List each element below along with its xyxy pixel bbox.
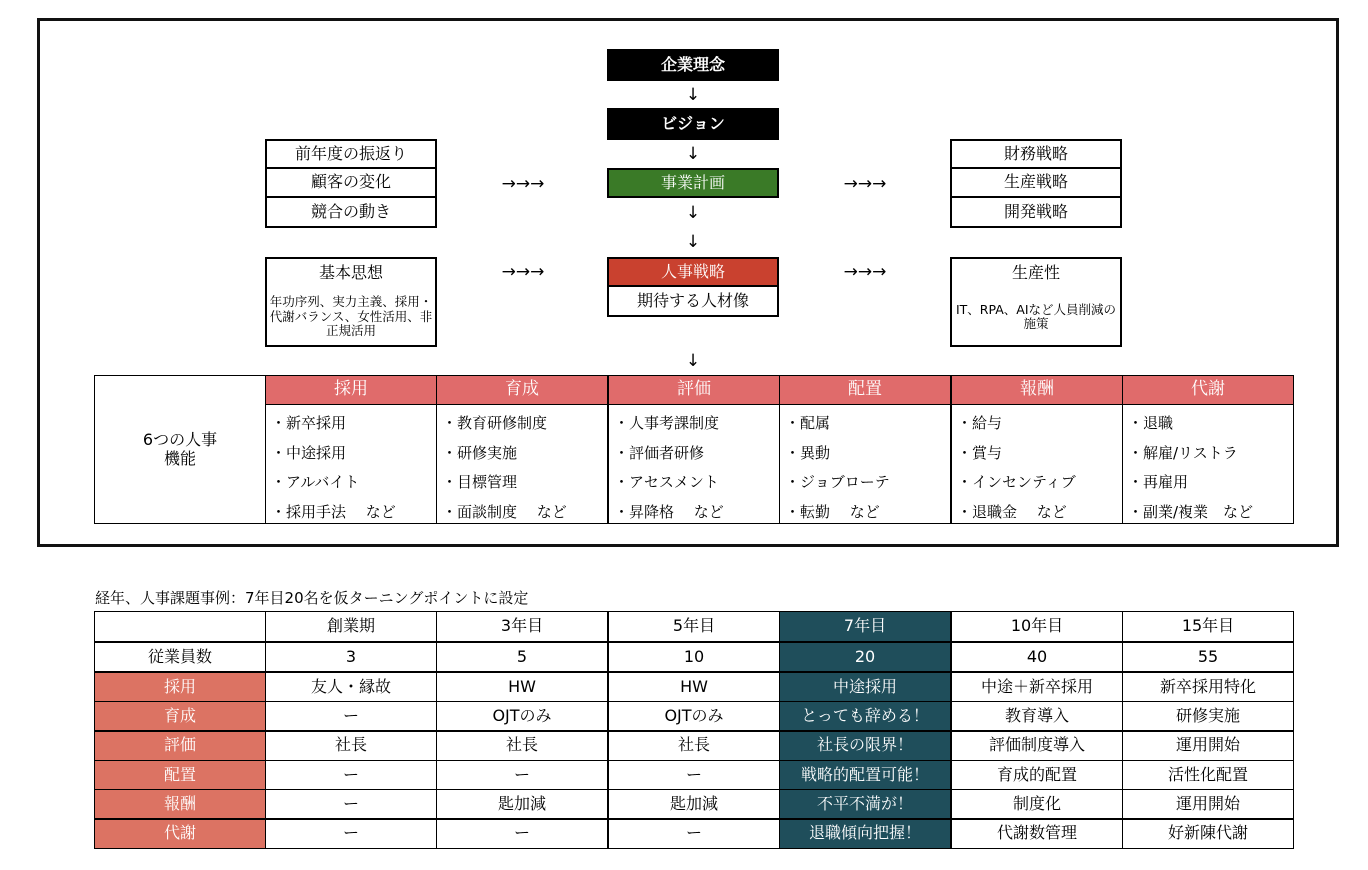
hr-functions-label: 6つの人事機能 [94, 375, 266, 524]
hr-strategy-box: 人事戦略 [607, 257, 779, 287]
output-box-production: 生産戦略 [950, 167, 1122, 198]
table-cell: 戦略的配置可能！ [779, 760, 951, 790]
employees-cell: 3 [265, 642, 437, 672]
function-item: ・新卒採用 [271, 414, 347, 432]
function-item: ・アセスメント [614, 473, 719, 491]
down-arrow-icon: ↓ [685, 144, 701, 165]
row-label: 報酬 [94, 789, 266, 819]
right-arrows-icon: →→→ [501, 174, 545, 195]
productivity-title: 生産性 [1011, 262, 1060, 282]
table-caption: 経年、人事課題事例：7年目20名を仮ターニングポイントに設定 [95, 589, 529, 607]
table-header-cell [94, 611, 266, 642]
function-item: ・昇降格 など [614, 502, 724, 521]
table-cell: 社長 [265, 731, 437, 761]
input-box-customer: 顧客の変化 [265, 167, 437, 198]
table-cell: 社長 [608, 731, 780, 761]
table-cell: 制度化 [951, 789, 1123, 819]
function-body [779, 404, 951, 524]
table-cell: 教育導入 [951, 701, 1123, 731]
table-cell: 研修実施 [1122, 701, 1294, 731]
function-header: 評価 [608, 375, 780, 405]
table-cell: HW [608, 672, 780, 702]
function-item: ・配属 [785, 414, 831, 432]
employees-cell: 40 [951, 642, 1123, 672]
right-arrows-icon: →→→ [843, 174, 887, 195]
table-cell: 好新陳代謝 [1122, 819, 1294, 849]
table-cell: 社長 [436, 731, 608, 761]
table-cell: HW [436, 672, 608, 702]
function-header: 採用 [265, 375, 437, 405]
down-arrow-icon: ↓ [685, 203, 701, 224]
table-cell: ー [608, 819, 780, 849]
input-box-competitor: 競合の動き [265, 196, 437, 228]
function-header: 配置 [779, 375, 951, 405]
table-cell: 活性化配置 [1122, 760, 1294, 790]
table-cell: 評価制度導入 [951, 731, 1123, 761]
function-body [436, 404, 608, 524]
table-header-cell: 10年目 [951, 611, 1123, 642]
table-cell: 不平不満が！ [779, 789, 951, 819]
basic-thought-box [265, 257, 437, 347]
vision-box: ビジョン [607, 108, 779, 140]
function-item: ・退職 [1128, 414, 1174, 432]
function-body [265, 404, 437, 524]
table-cell: ー [265, 760, 437, 790]
table-cell: 退職傾向把握！ [779, 819, 951, 849]
function-item: ・給与 [957, 414, 1003, 432]
table-cell: ー [265, 789, 437, 819]
function-header: 報酬 [951, 375, 1123, 405]
employees-cell: 55 [1122, 642, 1294, 672]
function-header: 育成 [436, 375, 608, 405]
productivity-box [950, 257, 1122, 347]
table-cell: 新卒採用特化 [1122, 672, 1294, 702]
row-label: 評価 [94, 731, 266, 761]
function-item: ・インセンティブ [957, 473, 1076, 491]
down-arrow-icon: ↓ [685, 351, 701, 372]
function-item: ・異動 [785, 443, 831, 462]
table-cell: 友人・縁故 [265, 672, 437, 702]
employees-cell: 10 [608, 642, 780, 672]
function-item: ・解雇/リストラ [1128, 443, 1238, 462]
business-plan-box: 事業計画 [607, 168, 779, 198]
table-cell: ー [436, 819, 608, 849]
right-arrows-icon: →→→ [843, 262, 887, 283]
function-item: ・アルバイト [271, 473, 360, 491]
table-header-cell: 15年目 [1122, 611, 1294, 642]
function-header: 代謝 [1122, 375, 1294, 405]
function-item: ・採用手法 など [271, 502, 396, 521]
table-cell: ー [436, 760, 608, 790]
table-header-cell: 5年目 [608, 611, 780, 642]
table-header-cell: 創業期 [265, 611, 437, 642]
row-label: 代謝 [94, 819, 266, 849]
row-label: 育成 [94, 701, 266, 731]
function-item: ・ジョブローテ [785, 473, 890, 491]
table-cell: 中途採用 [779, 672, 951, 702]
table-cell: 社長の限界！ [779, 731, 951, 761]
function-item: ・面談制度 など [442, 502, 567, 521]
function-item: ・中途採用 [271, 443, 347, 462]
table-cell: 育成的配置 [951, 760, 1123, 790]
table-header-cell: 7年目 [779, 611, 951, 642]
function-item: ・転勤 など [785, 502, 880, 521]
function-item: ・賞与 [957, 443, 1003, 462]
function-item: ・教育研修制度 [442, 414, 548, 432]
function-item: ・退職金 など [957, 502, 1067, 521]
productivity-body: IT、RPA、AIなど人員削減の施策 [955, 301, 1117, 331]
row-label: 配置 [94, 760, 266, 790]
function-body [951, 404, 1123, 524]
employees-cell: 5 [436, 642, 608, 672]
function-item: ・目標管理 [442, 473, 518, 491]
function-item: ・評価者研修 [614, 443, 705, 462]
down-arrow-icon: ↓ [685, 85, 701, 106]
row-label: 採用 [94, 672, 266, 702]
basic-thought-body: 年功序列、実力主義、採用・代謝バランス、女性活用、非正規活用 [269, 294, 433, 339]
table-cell: OJTのみ [608, 701, 780, 731]
table-cell: ー [608, 760, 780, 790]
right-arrows-icon: →→→ [501, 262, 545, 283]
employees-cell: 20 [779, 642, 951, 672]
table-cell: 代謝数管理 [951, 819, 1123, 849]
input-box-review: 前年度の振返り [265, 139, 437, 169]
table-cell: ー [265, 819, 437, 849]
output-box-development: 開発戦略 [950, 196, 1122, 228]
table-cell: とっても辞める！ [779, 701, 951, 731]
row-label-employees: 従業員数 [94, 642, 266, 672]
table-cell: 匙加減 [436, 789, 608, 819]
function-body [1122, 404, 1294, 524]
table-cell: OJTのみ [436, 701, 608, 731]
output-box-finance: 財務戦略 [950, 139, 1122, 169]
table-cell: 匙加減 [608, 789, 780, 819]
function-body [608, 404, 780, 524]
down-arrow-icon: ↓ [685, 232, 701, 253]
function-item: ・研修実施 [442, 443, 518, 462]
function-item: ・人事考課制度 [614, 414, 720, 432]
ideal-talent-box: 期待する人材像 [607, 285, 779, 317]
table-cell: ー [265, 701, 437, 731]
function-item: ・副業/複業 など [1128, 502, 1254, 521]
table-cell: 運用開始 [1122, 731, 1294, 761]
table-header-cell: 3年目 [436, 611, 608, 642]
basic-thought-title: 基本思想 [318, 262, 383, 282]
corporate-philosophy-box: 企業理念 [607, 49, 779, 81]
table-cell: 運用開始 [1122, 789, 1294, 819]
function-item: ・再雇用 [1128, 473, 1189, 491]
table-cell: 中途＋新卒採用 [951, 672, 1123, 702]
